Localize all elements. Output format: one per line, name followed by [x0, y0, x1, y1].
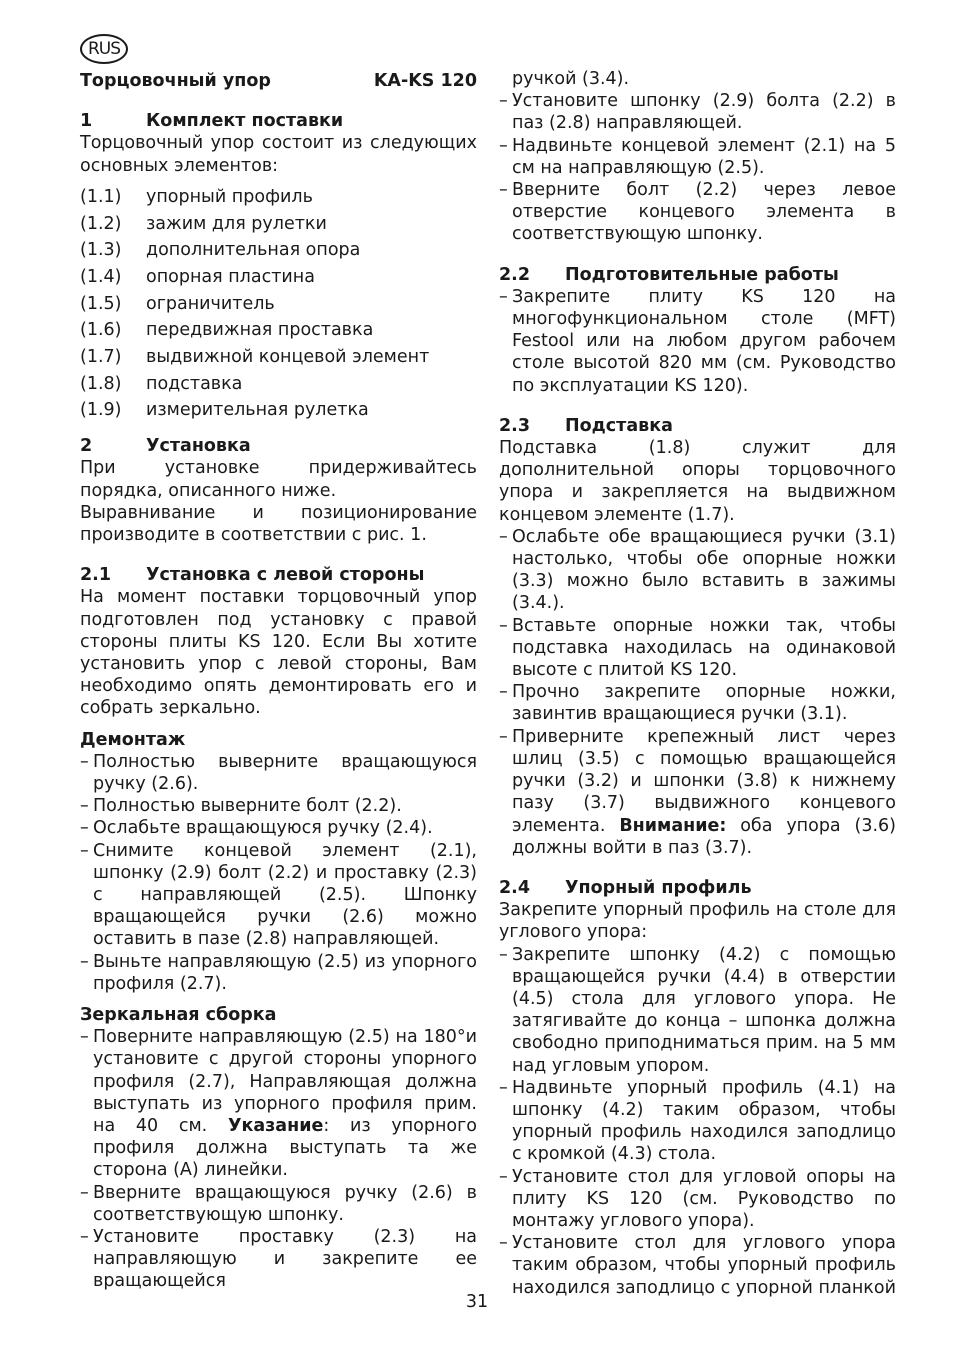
- mirror-steps-continued: [499, 68, 896, 246]
- paragraph: На момент поставки торцовочный упор подготовлен под установку с правой стороны плиты KS 120. Если Вы хотите установить упор с левой стороны, Вам необходимо опять демонтировать его и собрать зеркально.: [80, 587, 477, 719]
- list-item: – Вверните вращающуюся ручку (2.6) в соответствующую шпонку.: [80, 1182, 477, 1226]
- list-item: – Надвиньте концевой элемент (2.1) на 5 см на направляющую (2.5).: [499, 135, 896, 179]
- subheading-mirror-assembly: Зеркальная сборка: [80, 1005, 277, 1026]
- list-item: – Закрепите шпонку (4.2) с помощью вращающейся ручки (4.4) в отверстии (4.5) стола для углового упора. Не затягивайте до конца – шпонка должна свободно приподниматься прим. на 5 мм над угловым упором.: [499, 944, 896, 1077]
- dismantle-steps: [80, 751, 477, 995]
- list-item: (1.5) ограничитель: [80, 293, 275, 314]
- section-number: 2: [80, 436, 93, 457]
- list-item: – Установите стол для углового упора таким образом, чтобы упорный профиль находился заподлицо с упорной планкой: [499, 1232, 896, 1299]
- section-number: 2.4: [499, 877, 531, 898]
- list-item: – Ослабьте вращающуюся ручку (2.4).: [80, 817, 477, 839]
- list-item: – Снимите концевой элемент (2.1), шпонку (2.9) болт (2.2) и проставку (2.3) с направляющей (2.5). Шпонку вращающейся ручки (2.6) можно оставить в пазе (2.8) направляющей.: [80, 840, 477, 951]
- list-item: – Прочно закрепите опорные ножки, завинтив вращающиеся ручки (3.1).: [499, 681, 896, 725]
- list-item: – Ослабьте обе вращающиеся ручки (3.1) настолько, чтобы обе опорные ножки (3.3) можно было вставить в зажимы (3.4.).: [499, 526, 896, 615]
- right-column: [499, 68, 896, 1299]
- section-2-heading: [80, 435, 477, 457]
- mirror-steps: [80, 1026, 477, 1292]
- list-item: – Установите проставку (2.3) на направляющую и закрепите ее вращающейся: [80, 1226, 477, 1293]
- section-2-3-heading: [499, 415, 896, 437]
- section-2-4-heading: [499, 877, 896, 899]
- section-number: 2.2: [499, 264, 531, 285]
- section-title: Упорный профиль: [565, 877, 752, 898]
- list-item: – Вверните болт (2.2) через левое отверстие концевого элемента в соответствующую шпонку.: [499, 179, 896, 246]
- list-item: (1.6) передвижная проставка: [80, 320, 374, 341]
- section-title: Подготовительные работы: [565, 264, 839, 285]
- document-header: [80, 70, 477, 92]
- section-title: Комплект поставки: [146, 111, 344, 132]
- list-item: – Надвиньте упорный профиль (4.1) на шпонку (4.2) таким образом, чтобы упорный профиль находился заподлицо с кромкой (4.3) стола.: [499, 1077, 896, 1166]
- list-item: – Установите стол для угловой опоры на плиту KS 120 (см. Руководство по монтажу углового упора).: [499, 1166, 896, 1233]
- profile-steps: [499, 944, 896, 1299]
- list-item: (1.1) упорный профиль: [80, 186, 313, 207]
- list-item-continuation: ручкой (3.4).: [512, 69, 630, 89]
- paragraph: При установке придерживайтесь порядка, описанного ниже.: [80, 458, 477, 501]
- note-label: Указание: [227, 1116, 324, 1137]
- section-1-intro: Торцовочный упор состоит из следующих основных элементов:: [80, 133, 477, 176]
- left-column: [80, 68, 477, 1293]
- preparation-steps: [499, 286, 896, 397]
- document-title: Торцовочный упор: [80, 71, 271, 91]
- list-item: (1.2) зажим для рулетки: [80, 213, 327, 234]
- list-item: – Полностью выверните вращающуюся ручку (2.6).: [80, 751, 477, 795]
- paragraph: Выравнивание и позиционирование производите в соответствии с рис. 1.: [80, 502, 477, 545]
- list-item: (1.3) дополнительная опора: [80, 240, 361, 261]
- list-item: – Установите шпонку (2.9) болта (2.2) в паз (2.8) направляющей.: [499, 90, 896, 134]
- list-item: – Вставьте опорные ножки так, чтобы подставка находилась на одинаковой высоте с плитой KS 120.: [499, 615, 896, 682]
- section-number: 1: [80, 111, 93, 132]
- section-2-1-heading: [80, 564, 477, 586]
- list-item: (1.7) выдвижной концевой элемент: [80, 347, 430, 368]
- subheading-dismantle: Демонтаж: [80, 729, 186, 750]
- section-2-2-heading: [499, 264, 896, 286]
- section-1-heading: [80, 110, 477, 132]
- section-number: 2.3: [499, 415, 531, 436]
- stand-steps: [499, 526, 896, 859]
- language-badge: RUS: [80, 34, 128, 64]
- list-item: (1.8) подставка: [80, 373, 243, 394]
- parts-list: [80, 186, 477, 422]
- warning-label: Внимание:: [619, 815, 727, 836]
- list-item: – Закрепите плиту KS 120 на многофункциональном столе (MFT) Festool или на любом другом рабочем столе высотой 820 мм (см. Руководство по эксплуатации KS 120).: [499, 286, 896, 397]
- list-item: – Поверните направляющую (2.5) на 180°и установите с другой стороны упорного профиля (2.7), Направляющая должна выступать из упорного профиля прим. на 40 см. Указание: из упорного профиля должна выступать та же сторона (A) линейки.: [80, 1026, 477, 1181]
- list-item: – Полностью выверните болт (2.2).: [80, 795, 477, 817]
- section-title: Установка с левой стороны: [146, 565, 425, 586]
- section-title: Установка: [146, 436, 251, 457]
- list-item: – Приверните крепежный лист через шлиц (3.5) с помощью вращающейся ручки (3.2) и шпонки (3.8) к нижнему пазу (3.7) выдвижного концевого элемента. Внимание: оба упора (3.6) должны войти в паз (3.7).: [499, 726, 896, 859]
- list-item: – Выньте направляющую (2.5) из упорного профиля (2.7).: [80, 951, 477, 995]
- paragraph: Закрепите упорный профиль на столе для углового упора:: [499, 900, 896, 943]
- list-item: (1.9) измерительная рулетка: [80, 400, 369, 421]
- section-title: Подставка: [565, 415, 673, 436]
- section-number: 2.1: [80, 565, 112, 586]
- model-code: KA-KS 120: [373, 71, 477, 91]
- list-item: (1.4) опорная пластина: [80, 266, 315, 287]
- paragraph: Подставка (1.8) служит для дополнительной опоры торцовочного упора и закрепляется на выдвижном концевом элементе (1.7).: [499, 438, 896, 525]
- page-number: 31: [465, 1292, 489, 1312]
